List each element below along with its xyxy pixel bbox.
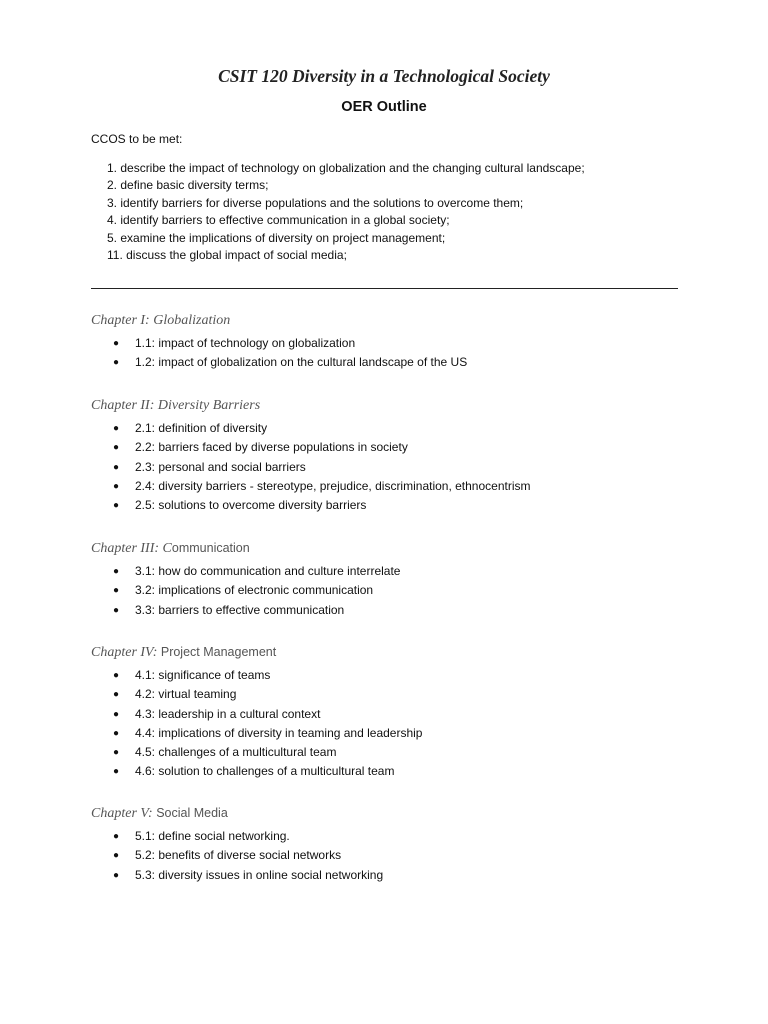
bullet-icon: ●: [113, 423, 120, 434]
topic-text: 4.5: challenges of a multicultural team: [135, 745, 337, 760]
list-item: [91, 438, 531, 457]
chapter-heading: [91, 395, 531, 419]
chapter-heading-text: Chapter III: C: [91, 541, 172, 556]
topic-text: 5.1: define social networking.: [135, 829, 290, 843]
chapter-section-4: [91, 642, 422, 782]
topic-text: 2.2: barriers faced by diverse populations in society: [135, 440, 408, 455]
topic-text: 4.2: virtual teaming: [135, 687, 237, 702]
bullet-icon: ●: [113, 708, 120, 720]
chapter-section-2: [91, 395, 531, 515]
list-item: [91, 496, 531, 515]
chapter-section-3: [91, 538, 400, 620]
ccos-item: 2. define basic diversity terms;: [107, 178, 269, 193]
bullet-icon: ●: [113, 480, 120, 492]
bullet-icon: ●: [113, 604, 120, 616]
topic-text: 4.3: leadership in a cultural context: [135, 706, 321, 721]
list-item: [91, 666, 422, 685]
bullet-icon: ●: [113, 338, 120, 349]
ccos-list: [107, 160, 585, 264]
bullet-icon: ●: [113, 670, 120, 681]
ccos-item: 1. describe the impact of technology on globalization and the changing cultural landscape;: [107, 161, 585, 175]
chapter-heading-text: Chapter V:: [91, 806, 157, 821]
ccos-item: 11. discuss the global impact of social media;: [107, 247, 347, 262]
list-item: [91, 353, 467, 372]
list-item: [91, 846, 383, 865]
bullet-icon: ●: [113, 585, 120, 597]
ccos-item: 4. identify barriers to effective communication in a global society;: [107, 213, 450, 228]
list-item: [91, 762, 422, 781]
bullet-icon: ●: [113, 566, 120, 577]
bullet-icon: ●: [113, 850, 120, 862]
chapter-section-5: [91, 803, 383, 885]
chapter-heading: [91, 310, 467, 334]
ccos-item: 3. identify barriers for diverse populations and the solutions to overcome them;: [107, 195, 524, 210]
list-item: [91, 334, 467, 353]
list-item: [91, 866, 383, 885]
ccos-label: CCOS to be met:: [91, 132, 183, 146]
topic-text: 4.1: significance of teams: [135, 668, 271, 682]
bullet-icon: ●: [113, 357, 120, 369]
list-item: [91, 743, 422, 762]
ccos-item: 5. examine the implications of diversity on project management;: [107, 230, 446, 245]
horizontal-rule: [91, 288, 678, 289]
topic-text: 1.2: impact of globalization on the cultural landscape of the US: [135, 355, 468, 370]
bullet-icon: ●: [113, 461, 120, 473]
chapter-topic-list: [91, 666, 422, 782]
bullet-icon: ●: [113, 869, 120, 881]
bullet-icon: ●: [113, 831, 120, 842]
bullet-icon: ●: [113, 442, 120, 454]
topic-text: 3.1: how do communication and culture interrelate: [135, 564, 401, 578]
list-item: [91, 581, 400, 600]
bullet-icon: ●: [113, 727, 120, 739]
topic-text: 4.6: solution to challenges of a multicultural team: [135, 764, 395, 779]
topic-text: 3.2: implications of electronic communication: [135, 583, 374, 598]
topic-text: 2.3: personal and social barriers: [135, 459, 306, 474]
chapter-section-1: [91, 310, 467, 373]
list-item: [91, 827, 383, 846]
chapter-heading-text: Chapter II: Diversity Barriers: [91, 398, 261, 413]
chapter-topic-list: [91, 827, 383, 885]
chapter-heading: [91, 803, 383, 827]
chapter-topic-list: [91, 419, 531, 515]
topic-text: 3.3: barriers to effective communication: [135, 602, 345, 617]
document-title: CSIT 120 Diversity in a Technological Society: [218, 66, 550, 86]
chapter-heading-rest: Project Management: [160, 645, 277, 659]
topic-text: 2.5: solutions to overcome diversity barriers: [135, 498, 367, 513]
bullet-icon: ●: [113, 747, 120, 759]
document-subtitle: OER Outline: [341, 99, 427, 115]
list-item: [91, 477, 531, 496]
list-item: [91, 562, 400, 581]
topic-text: 4.4: implications of diversity in teaming and leadership: [135, 725, 423, 740]
bullet-icon: ●: [113, 500, 120, 512]
chapter-heading-rest: Social Media: [156, 806, 228, 820]
chapter-heading: [91, 538, 400, 562]
chapter-heading-text: Chapter IV:: [91, 645, 161, 660]
bullet-icon: ●: [113, 689, 120, 701]
chapter-heading-text: Chapter I: Globalization: [91, 313, 231, 328]
list-item: [91, 601, 400, 620]
list-item: [91, 458, 531, 477]
list-item: [91, 705, 422, 724]
topic-text: 5.2: benefits of diverse social networks: [135, 848, 342, 863]
chapter-topic-list: [91, 334, 467, 373]
topic-text: 1.1: impact of technology on globalization: [135, 336, 356, 350]
topic-text: 5.3: diversity issues in online social networking: [135, 867, 384, 882]
chapter-topic-list: [91, 562, 400, 620]
chapter-heading-rest: ommunication: [171, 541, 250, 555]
topic-text: 2.4: diversity barriers - stereotype, prejudice, discrimination, ethnocentrism: [135, 478, 531, 493]
list-item: [91, 724, 422, 743]
list-item: [91, 685, 422, 704]
bullet-icon: ●: [113, 766, 120, 778]
topic-text: 2.1: definition of diversity: [135, 421, 268, 435]
chapter-heading: [91, 642, 422, 666]
list-item: [91, 419, 531, 438]
